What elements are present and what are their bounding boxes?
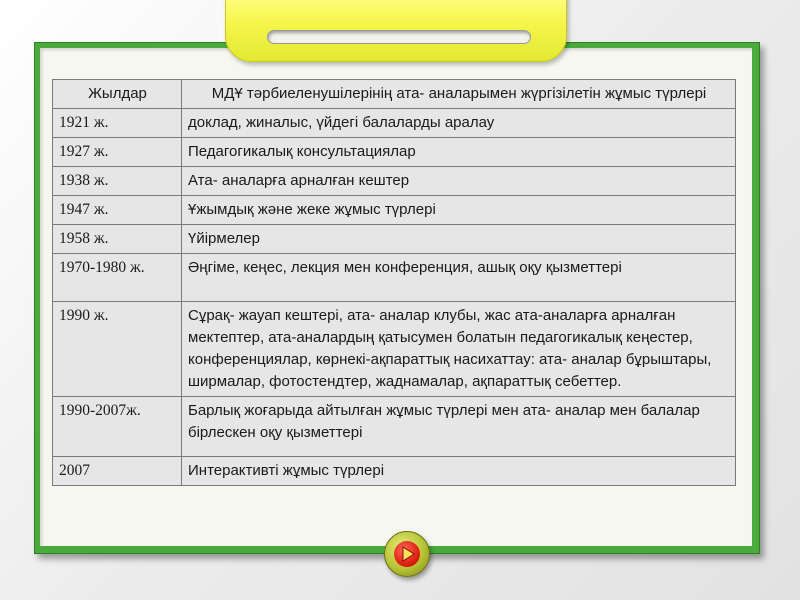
forms-cell: Сұрақ- жауап кештері, ата- аналар клубы, жас ата-аналарға арналған мектептер, ата-аналардың қатысумен болатын педагогикалық кеңестер, конференциялар, көрнекі-ақпараттық насихаттау: ата- аналар бұрыштары, ширмалар, фотостендтер, жаднамалар, ақпараттық себеттер. — [182, 302, 736, 397]
forms-cell: Ата- аналарға арналған кештер — [182, 167, 736, 196]
year-cell: 1970-1980 ж. — [53, 254, 182, 302]
year-cell: 1947 ж. — [53, 196, 182, 225]
forms-cell: доклад, жиналыс, үйдегі балаларды аралау — [182, 109, 736, 138]
forms-cell: Ұжымдық және жеке жұмыс түрлері — [182, 196, 736, 225]
header-work-forms: МДҰ тәрбиеленушілерінің ата- аналарымен жүргізілетін жұмыс түрлері — [182, 80, 736, 109]
forms-cell: Әңгіме, кеңес, лекция мен конференция, ашық оқу қызметтері — [182, 254, 736, 302]
year-cell: 1938 ж. — [53, 167, 182, 196]
history-table — [52, 79, 736, 486]
table-row — [53, 138, 736, 167]
header-years: Жылдар — [53, 80, 182, 109]
forms-cell: Интерактивті жұмыс түрлері — [182, 457, 736, 486]
table-row — [53, 109, 736, 138]
year-cell: 1990 ж. — [53, 302, 182, 397]
table-header-row — [53, 80, 736, 109]
table-row — [53, 225, 736, 254]
year-cell: 1958 ж. — [53, 225, 182, 254]
forms-cell: Барлық жоғарыда айтылған жұмыс түрлері мен ата- аналар мен балалар бірлескен оқу қызметтері — [182, 397, 736, 457]
forms-cell: Педагогикалық консультациялар — [182, 138, 736, 167]
tab-slot — [267, 30, 531, 44]
table-row — [53, 167, 736, 196]
year-cell: 1921 ж. — [53, 109, 182, 138]
forms-cell: Үйірмелер — [182, 225, 736, 254]
year-cell: 1990-2007ж. — [53, 397, 182, 457]
table-row — [53, 302, 736, 397]
table-row — [53, 254, 736, 302]
table-row — [53, 196, 736, 225]
next-slide-button[interactable] — [384, 531, 430, 577]
year-cell: 1927 ж. — [53, 138, 182, 167]
table-row — [53, 397, 736, 457]
play-arrow-icon — [394, 541, 420, 567]
table-row — [53, 457, 736, 486]
year-cell: 2007 — [53, 457, 182, 486]
